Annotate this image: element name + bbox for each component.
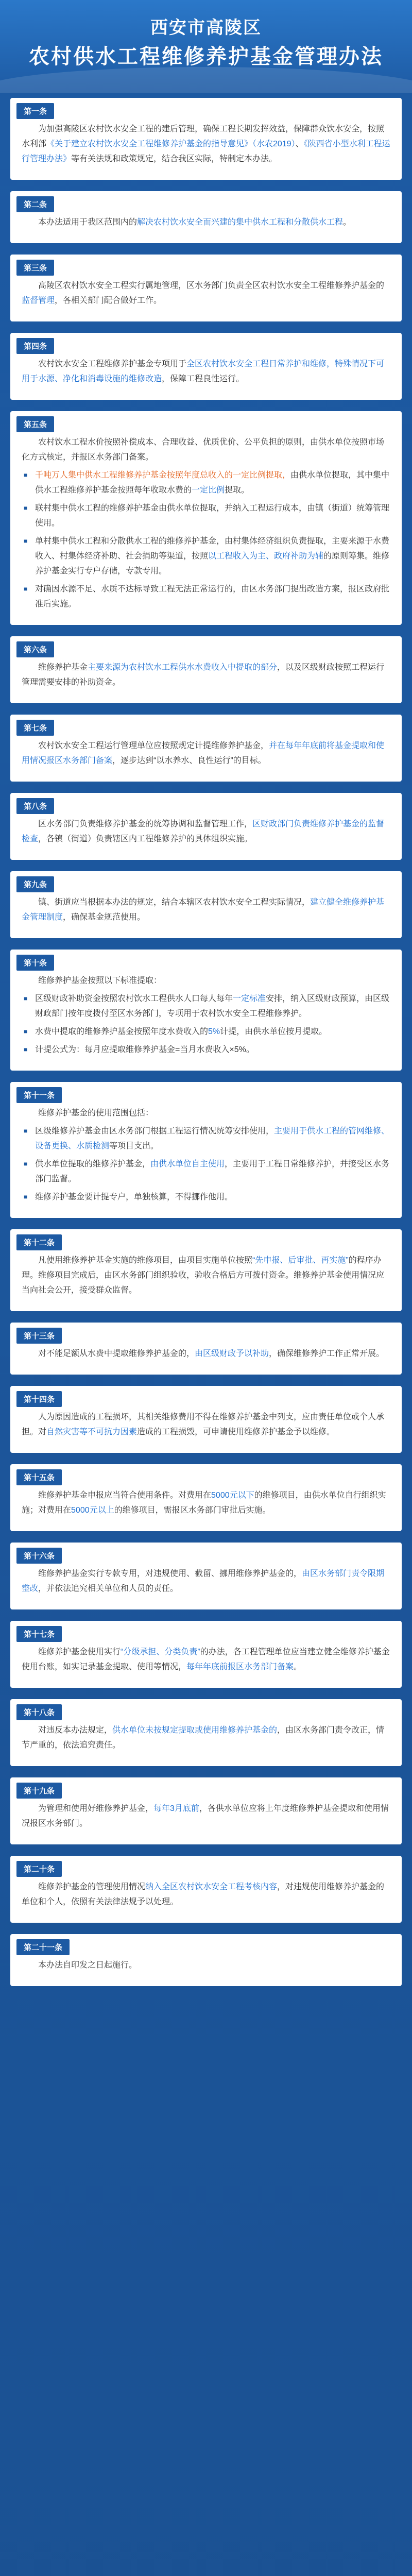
highlighted-text: 并在每年年底前将基金提取和使用情况报区水务部门备案 — [22, 741, 385, 765]
articles-container — [0, 93, 412, 1986]
highlighted-text: 每年3月底前 — [153, 1804, 199, 1813]
highlighted-text: 每年年底前报区水务部门备案 — [186, 1663, 294, 1671]
article-paragraph — [22, 501, 390, 531]
text-segment: 联村集中供水工程的维修养护基金由供水单位提取，并纳入工程运行成本，由镇（街道）统筹管理使用。 — [35, 504, 390, 528]
article-card — [10, 1934, 402, 1986]
article-label: 第九条 — [16, 876, 54, 892]
article-card — [10, 1082, 402, 1218]
text-segment: 等项目支出。 — [109, 1142, 159, 1150]
text-segment: 计提公式为：每月应提取维修养护基金=当月水费收入×5%。 — [35, 1045, 254, 1054]
text-segment: 维修养护基金要计提专户，单独核算，不得挪作他用。 — [35, 1193, 233, 1201]
text-segment: 高陵区农村饮水安全工程实行属地管理，区水务部门负责全区农村饮水安全工程维修养护基金的 — [38, 281, 385, 290]
article-paragraph — [22, 1645, 390, 1674]
text-segment: 水费中提取的维修养护基金按照年度水费收入的 — [35, 1027, 209, 1036]
text-segment: 维修养护基金实行专款专用，对违规使用、截留、挪用维修养护基金的， — [38, 1569, 302, 1578]
article-paragraph — [22, 1024, 390, 1039]
article-paragraph — [22, 1157, 390, 1187]
article-paragraph — [22, 1723, 390, 1753]
highlighted-text: 一定比例 — [192, 486, 225, 495]
text-segment: 维修养护基金的管理使用情况 — [38, 1883, 146, 1891]
text-segment: 农村饮水安全工程运行管理单位应按照规定计提维修养护基金， — [38, 741, 269, 750]
article-paragraph — [22, 895, 390, 925]
text-segment: 维修养护基金按照以下标准提取： — [38, 976, 162, 985]
article-label: 第五条 — [16, 416, 54, 432]
text-segment: ，并依法追究相关单位和人员的责任。 — [38, 1584, 179, 1593]
text-segment: 维修养护基金申报应当符合使用条件。对费用在 — [38, 1491, 212, 1500]
text-segment: 计提，由供水单位按月提取。 — [220, 1027, 328, 1036]
article-paragraph — [22, 1190, 390, 1205]
highlighted-text: 《关于建立农村饮水安全工程维修养护基金的指导意见》（水农2019） — [46, 140, 296, 148]
article-card — [10, 871, 402, 938]
text-segment: 为加强高陵区农村饮水安全工程的建后管理，确保工程长期发挥效益，保障群众饮水安全，按照水利部 — [22, 125, 385, 148]
article-label: 第十九条 — [16, 1783, 62, 1799]
article-card — [10, 255, 402, 321]
text-segment: ，各相关部门配合做好工作。 — [55, 296, 162, 305]
article-label: 第四条 — [16, 338, 54, 354]
text-segment: 的维修项目，由供水单位自行组织实施；对费用在 — [22, 1491, 386, 1515]
highlighted-text: 5000元以下 — [211, 1491, 254, 1500]
article-label: 第十三条 — [16, 1328, 62, 1344]
article-paragraph — [22, 468, 390, 498]
article-card — [10, 1621, 402, 1688]
highlighted-text: 解决农村饮水安全而兴建的集中供水工程和分散供水工程 — [137, 218, 344, 227]
article-label: 第二十条 — [16, 1861, 62, 1877]
article-card — [10, 98, 402, 180]
text-segment: 的维修项目，需报区水务部门审批后实施。 — [114, 1506, 271, 1515]
article-label: 第十一条 — [16, 1087, 62, 1103]
text-segment: 由供水单位提取，其中集中供水工程维修养护基金按照每年收取水费的 — [35, 471, 390, 495]
article-label: 第十二条 — [16, 1234, 62, 1250]
article-card — [10, 191, 402, 243]
article-paragraph — [22, 991, 390, 1021]
article-paragraph — [22, 534, 390, 579]
article-card — [10, 636, 402, 703]
text-segment: ，各供水单位应将上年度维修养护基金提取和使用情况报区水务部门。 — [22, 1804, 389, 1828]
text-segment: ，保障工程良性运行。 — [162, 375, 245, 383]
article-label: 第十条 — [16, 955, 54, 971]
article-card — [10, 1543, 402, 1609]
text-segment: ，以及区级财政按照工程运行管理需要安排的补助资金。 — [22, 663, 385, 687]
article-card — [10, 333, 402, 400]
highlighted-text: 由供水单位自主使用 — [150, 1160, 225, 1168]
article-paragraph — [22, 435, 390, 465]
article-paragraph — [22, 1879, 390, 1909]
article-paragraph — [22, 1042, 390, 1057]
article-paragraph — [22, 122, 390, 166]
article-label: 第十七条 — [16, 1626, 62, 1642]
text-segment: 区水务部门负责维修养护基金的统筹协调和监督管理工作， — [38, 820, 253, 828]
highlighted-text: “分级承担、分类负责” — [121, 1648, 200, 1656]
highlighted-text: 区财政部门负责维修养护基金的监督检查 — [22, 820, 385, 843]
article-label: 第七条 — [16, 720, 54, 736]
text-segment: 农村饮水安全工程维修养护基金专项用于 — [38, 360, 187, 368]
article-paragraph — [22, 973, 390, 988]
text-segment: 镇、街道应当根据本办法的规定，结合本辖区农村饮水安全工程实际情况， — [38, 898, 311, 907]
article-card — [10, 1777, 402, 1844]
text-segment: 安排，纳入区级财政预算，由区级财政部门按年度拨付至区水务部门，专项用于农村饮水安全工程维修养护。 — [35, 994, 390, 1018]
text-segment: ，对违规使用维修养护基金的单位和个人，依照有关法律法规予以处理。 — [22, 1883, 385, 1906]
text-segment: 人为原因造成的工程损坏，其相关维修费用不得在维修养护基金中列支，应由责任单位或个人承担。对 — [22, 1413, 385, 1436]
highlighted-text: 由区水务部门责令限期整改 — [22, 1569, 385, 1593]
text-segment: 。 — [343, 218, 352, 227]
article-paragraph — [22, 1801, 390, 1831]
article-label: 第六条 — [16, 641, 54, 657]
highlighted-text: 建立健全维修养护基金管理制度 — [22, 898, 385, 922]
text-segment: 维修养护基金的使用范围包括： — [38, 1109, 154, 1117]
header-banner — [0, 0, 412, 93]
header-wave-decoration — [0, 67, 412, 93]
article-label: 第二十一条 — [16, 1939, 70, 1955]
header-title-line2: 农村供水工程维修养护基金管理办法 — [29, 45, 383, 68]
text-segment: 本办法自印发之日起施行。 — [38, 1961, 138, 1970]
highlighted-text: 《陕西省小型水利工程运行管理办法》 — [22, 140, 390, 163]
article-paragraph — [22, 660, 390, 690]
article-card — [10, 1386, 402, 1453]
article-label: 第一条 — [16, 103, 54, 119]
article-card — [10, 715, 402, 782]
highlighted-text: 5% — [208, 1027, 220, 1036]
text-segment: 区级维修养护基金由区水务部门根据工程运行情况统筹安排使用， — [35, 1127, 274, 1136]
text-segment: ，确保基金规范使用。 — [63, 913, 146, 922]
article-paragraph — [22, 1124, 390, 1154]
text-segment: ，各镇（街道）负责辖区内工程维修养护的具体组织实施。 — [38, 835, 253, 843]
highlighted-text: 主要用于供水工程的管网维修、设备更换、水质检测 — [35, 1127, 390, 1150]
article-paragraph — [22, 582, 390, 612]
text-segment: 的办法，各工程管理单位应当建立健全维修养护基金使用台账，如实记录基金提取、使用等情况， — [22, 1648, 390, 1671]
article-paragraph — [22, 1566, 390, 1596]
article-paragraph — [22, 1106, 390, 1121]
text-segment: 的原则筹集。维修养护基金实行专户存储，专款专用。 — [35, 552, 390, 575]
article-paragraph — [22, 215, 390, 230]
highlighted-text: 监督管理 — [22, 296, 55, 305]
highlighted-text: 以工程收入为主、政府补助为辅 — [208, 552, 324, 561]
text-segment: 维修养护基金 — [38, 663, 88, 672]
text-segment: 的程序办理。维修项目完成后，由区水务部门组织验收，验收合格后方可拨付资金。维修养护基金使用情况应当向社会公开，接受群众监督。 — [22, 1256, 385, 1295]
highlighted-text: 主要来源为农村饮水工程供水水费收入中提取的部分 — [88, 663, 278, 672]
article-card — [10, 1323, 402, 1375]
article-card — [10, 411, 402, 625]
article-paragraph — [22, 1958, 390, 1973]
article-label: 第十五条 — [16, 1469, 62, 1485]
text-segment: 。 — [294, 1663, 302, 1671]
article-label: 第十六条 — [16, 1548, 62, 1564]
article-paragraph — [22, 817, 390, 846]
text-segment: 对违反本办法规定， — [38, 1726, 113, 1735]
text-segment: 提取。 — [225, 486, 250, 495]
text-segment: ，确保维修养护工作正常开展。 — [269, 1349, 385, 1358]
text-segment: 、 — [295, 140, 304, 148]
highlighted-text: 一定标准 — [233, 994, 266, 1003]
article-label: 第十四条 — [16, 1391, 62, 1407]
text-segment: 单村集中供水工程和分散供水工程的维修养护基金，由村集体经济组织负责提取，主要来源于水费收入、村集体经济补助、社会捐助等渠道，按照 — [35, 537, 390, 561]
text-segment: 为管理和使用好维修养护基金， — [38, 1804, 154, 1813]
article-card — [10, 1856, 402, 1923]
article-card — [10, 1464, 402, 1531]
highlighted-text: 全区农村饮水安全工程日常养护和维修，特殊情况下可用于水源、净化和消毒设施的维修改造 — [22, 360, 385, 383]
text-segment: ，主要用于工程日常维修养护，并接受区水务部门监督。 — [35, 1160, 390, 1183]
article-card — [10, 1229, 402, 1311]
text-segment: 造成的工程损毁，可申请使用维修养护基金予以维修。 — [137, 1428, 335, 1436]
article-card — [10, 793, 402, 860]
highlighted-text: 供水单位未按规定提取或使用维修养护基金的 — [112, 1726, 278, 1735]
article-label: 第十八条 — [16, 1704, 62, 1720]
text-segment: 对确因水源不足、水质不达标导致工程无法正常运行的，由区水务部门提出改造方案，报区政府批准后实施。 — [35, 585, 390, 608]
header-title-line1: 西安市高陵区 — [150, 18, 262, 38]
article-paragraph — [22, 738, 390, 768]
text-segment: 对不能足额从水费中提取维修养护基金的， — [38, 1349, 195, 1358]
article-label: 第三条 — [16, 260, 54, 276]
highlighted-text: 自然灾害等不可抗力因素 — [46, 1428, 138, 1436]
highlighted-text: 5000元以上 — [71, 1506, 114, 1515]
highlighted-text: 由区级财政予以补助 — [195, 1349, 269, 1358]
highlighted-text: 纳入全区农村饮水安全工程考核内容 — [145, 1883, 278, 1891]
article-paragraph — [22, 1253, 390, 1298]
text-segment: 等有关法规和政策规定，结合我区实际，特制定本办法。 — [71, 155, 278, 163]
article-paragraph — [22, 1488, 390, 1518]
text-segment: 维修养护基金使用实行 — [38, 1648, 121, 1656]
text-segment: ，由区水务部门责令改正，情节严重的，依法追究责任。 — [22, 1726, 385, 1750]
article-label: 第二条 — [16, 196, 54, 212]
article-card — [10, 1699, 402, 1766]
article-paragraph — [22, 1346, 390, 1361]
text-segment: 供水单位提取的维修养护基金， — [35, 1160, 151, 1168]
text-segment: 本办法适用于我区范围内的 — [38, 218, 138, 227]
text-segment: 农村饮水工程水价按照补偿成本、合理收益、优质优价、公平负担的原则，由供水单位按照市场化方式核定，并报区水务部门备案。 — [22, 438, 385, 462]
highlighted-text: 千吨万人集中供水工程维修养护基金按照年度总收入的一定比例提取， — [35, 471, 291, 480]
article-paragraph — [22, 1410, 390, 1439]
article-paragraph — [22, 278, 390, 308]
text-segment: 凡使用维修养护基金实施的维修项目，由项目实施单位按照 — [38, 1256, 253, 1265]
article-paragraph — [22, 357, 390, 386]
article-label: 第八条 — [16, 798, 54, 814]
highlighted-text: “先申报、后审批、再实施” — [252, 1256, 349, 1265]
text-segment: 区级财政补助资金按照农村饮水工程供水人口每人每年 — [35, 994, 233, 1003]
text-segment: ，逐步达到“以水养水、良性运行”的目标。 — [112, 756, 266, 765]
article-card — [10, 950, 402, 1071]
